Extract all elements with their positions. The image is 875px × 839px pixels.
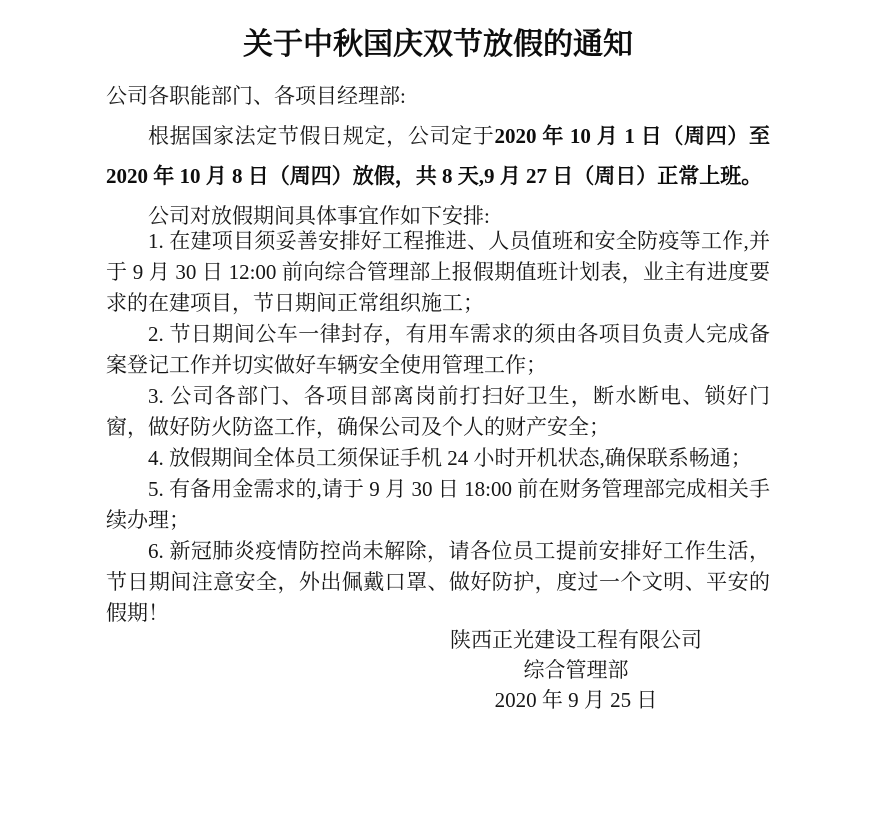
notice-item-1: 1. 在建项目须妥善安排好工程推进、人员值班和安全防疫等工作,并于 9 月 30 日 12:00 前向综合管理部上报假期值班计划表，业主有进度要求的在建项目，节日期间正常组织施工； [106, 229, 770, 315]
paragraph-arrangement-intro: 公司对放假期间具体事宜作如下安排: [148, 204, 490, 228]
signature-block [421, 625, 731, 715]
holiday-dates-lead-text: 根据国家法定节假日规定，公司定于 [148, 124, 495, 148]
notice-item-3: 3. 公司各部门、各项目部离岗前打扫好卫生，断水断电、锁好门窗，做好防火防盗工作，确保公司及个人的财产安全； [106, 384, 770, 439]
notice-item-6: 6. 新冠肺炎疫情防控尚未解除，请各位员工提前安排好工作生活，节日期间注意安全，外出佩戴口罩、做好防护，度过一个文明、平安的假期！ [106, 539, 770, 625]
holiday-date-range-bold: 2020 年 10 月 1 日（周四）至 2020 年 10 月 8 日（周四）放假，共 8 天,9 月 27 日（周日）正常上班。 [106, 124, 771, 188]
notice-items-section [106, 226, 770, 715]
document-title: 关于中秋国庆双节放假的通知 [243, 28, 633, 61]
signature-department: 综合管理部 [523, 658, 629, 682]
signature-date: 2020 年 9 月 25 日 [494, 688, 658, 712]
paragraph-holiday-dates [106, 116, 770, 196]
notice-item-4: 4. 放假期间全体员工须保证手机 24 小时开机状态,确保联系畅通； [148, 446, 752, 470]
notice-item-5: 5. 有备用金需求的,请于 9 月 30 日 18:00 前在财务管理部完成相关手续办理； [106, 477, 770, 532]
document-opening-section [106, 76, 770, 236]
notice-item-2: 2. 节日期间公车一律封存，有用车需求的须由各项目负责人完成备案登记工作并切实做好车辆安全使用管理工作； [106, 322, 770, 377]
signature-company: 陕西正光建设工程有限公司 [450, 628, 702, 652]
salutation: 公司各职能部门、各项目经理部: [106, 84, 406, 108]
